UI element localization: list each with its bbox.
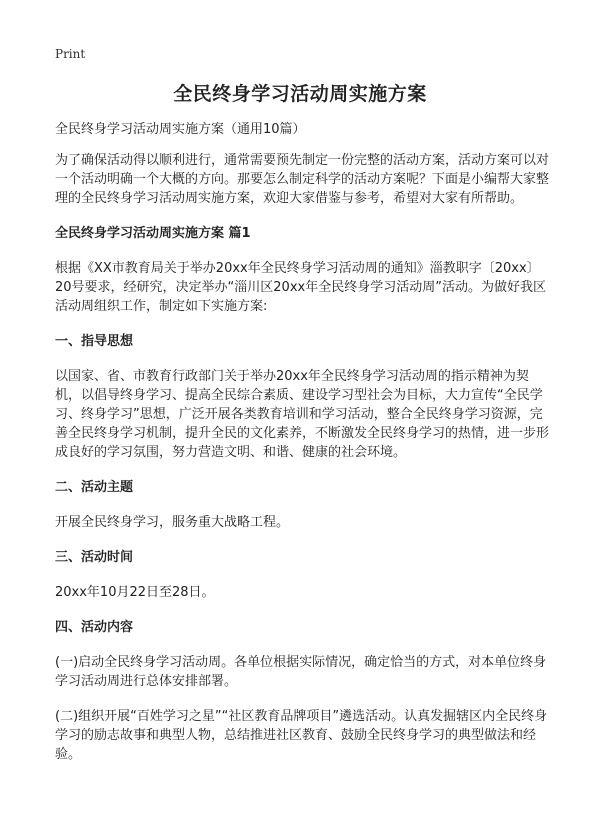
- activity-theme-paragraph: 开展全民终身学习，服务重大战略工程。: [55, 515, 290, 530]
- activity-content-item-1: (一)启动全民终身学习活动周。各单位根据实际情况，确定恰当的方式，对本单位终身学习活动周进行总体安排部署。: [55, 655, 547, 689]
- section1-intro-paragraph: 根据《XX市教育局关于举办20xx年全民终身学习活动周的通知》淄教职字〔20xx〕20号要求，经研究，决定举办“淄川区20xx年全民终身学习活动周”活动。为做好我区活动周组织工作，制定如下实施方案:: [55, 261, 546, 314]
- heading-activity-time: 三、活动时间: [55, 550, 134, 565]
- print-link[interactable]: Print: [55, 47, 86, 61]
- activity-content-item-2: (二)组织开展“百姓学习之星”“社区教育品牌项目”遴选活动。认真发掘辖区内全民终身学习的励志故事和典型人物，总结推进社区教育、鼓励全民终身学习的典型做法和经验。: [55, 709, 548, 762]
- heading-activity-content: 四、活动内容: [55, 620, 134, 635]
- activity-time-paragraph: 20xx年10月22日至28日。: [55, 585, 215, 600]
- heading-activity-theme: 二、活动主题: [55, 480, 134, 495]
- document-title: 全民终身学习活动周实施方案: [173, 83, 427, 105]
- section-heading-part1: 全民终身学习活动周实施方案 篇1: [55, 226, 251, 241]
- guiding-ideology-paragraph: 以国家、省、市教育行政部门关于举办20xx年全民终身学习活动周的指示精神为契机，以倡导终身学习、提高全民综合素质、建设学习型社会为目标，大力宣传“全民学习、终身学习”思想，广泛开展各类教育培训和学习活动，整合全民终身学习资源，完善全民终身学习机制，提升全民的文化素养，不断激发全民终身学习的热情，进一步形成良好的学习氛围，努力营造文明、和谐、健康的社会环境。: [55, 369, 550, 460]
- heading-guiding-ideology: 一、指导思想: [55, 334, 134, 349]
- intro-paragraph: 为了确保活动得以顺利进行，通常需要预先制定一份完整的活动方案，活动方案可以对一个活动明确一个大概的方向。那要怎么制定科学的活动方案呢？下面是小编帮大家整理的全民终身学习活动周实施方案，欢迎大家借鉴与参考，希望对大家有所帮助。: [55, 153, 550, 206]
- document-subtitle: 全民终身学习活动周实施方案（通用10篇）: [55, 122, 306, 137]
- document-body: [55, 120, 549, 780]
